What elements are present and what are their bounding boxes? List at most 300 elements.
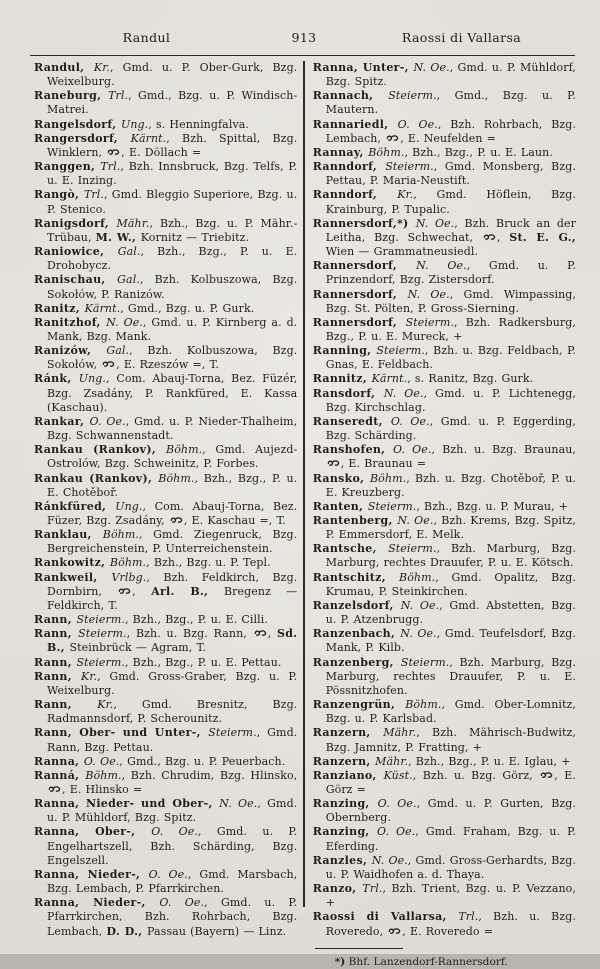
gazetteer-entry	[313, 372, 576, 386]
entry-region-abbrev: N. Oe.	[407, 287, 450, 301]
gazetteer-entry	[313, 472, 576, 500]
entry-headword: Ranggen,	[34, 160, 101, 174]
entry-headword: Ránkfüred,	[34, 499, 116, 513]
entry-region-abbrev: Mähr.	[375, 754, 409, 768]
footnote-text	[313, 956, 576, 969]
entry-region-abbrev: N. Oe.	[413, 61, 450, 74]
gazetteer-entry	[313, 500, 576, 514]
entry-region-abbrev: N. Oe.	[219, 797, 258, 811]
entry-headword: Rann,	[34, 698, 98, 712]
entry-text: , Gmd. Wimpassing, Bzg. St. Pölten, P. Gross-Sierning.	[325, 287, 577, 315]
entry-region-abbrev: Vrlbg.	[111, 570, 147, 584]
gazetteer-entry	[34, 825, 297, 867]
gazetteer-entry	[34, 797, 297, 825]
gazetteer-entry	[313, 542, 576, 570]
entry-text: , Bzh., Bzg., P. u. E. Drohobycz.	[47, 245, 298, 273]
entry-region-abbrev: Steierm.	[388, 542, 437, 556]
entry-text: , Bzh. Kolbuszowa, Bzg. Sokołów,	[47, 344, 298, 372]
gazetteer-entry	[34, 698, 297, 726]
entry-headword: Raossi di Vallarsa,	[312, 910, 459, 924]
entry-text: , s. Ranitz, Bzg. Gurk.	[407, 372, 534, 386]
entry-region-abbrev: O. Oe.	[377, 825, 416, 839]
entry-text: , Bzh., Bzg., P. u. E. Pettau.	[124, 655, 282, 669]
entry-region-abbrev: Böhm.	[158, 471, 195, 485]
entry-text: , Bzh. u. Bzg. Görz,	[412, 768, 540, 782]
gazetteer-entry	[34, 372, 297, 414]
entry-region-abbrev: Steierm.	[405, 315, 455, 329]
entry-region-abbrev: Mähr.	[116, 216, 150, 230]
entry-headword: D. D.,	[106, 924, 148, 938]
entry-headword: Ranzelsdorf,	[312, 598, 401, 612]
entry-headword: Rann,	[34, 627, 79, 641]
entry-headword: Ranning,	[312, 344, 377, 358]
entry-region-abbrev: N. Oe.	[106, 315, 143, 329]
entry-text: , Bzh. Rohrbach, Bzg. Lembach,	[325, 117, 577, 145]
entry-headword: Ranzenbach,	[312, 627, 401, 641]
entry-region-abbrev: Trl.	[83, 188, 104, 202]
entry-text: , Gmd. Gross-Graber, Bzg. u. P. Weixelburg.	[47, 669, 298, 697]
entry-region-abbrev: Böhm.	[102, 528, 139, 542]
entry-text: , Bzh., Bzg. u. P. Mähr.-Trübau,	[47, 216, 298, 244]
entry-text: , Gmd., Bzg. u. P. Mautern.	[325, 89, 577, 117]
entry-headword: Rann,	[34, 655, 77, 669]
entry-text: Wien — Grammatneusiedl.	[325, 245, 479, 259]
gazetteer-entry	[34, 132, 297, 160]
entry-headword: Ranna, Ober-,	[34, 825, 152, 839]
entry-headword: Rannersdorf,	[312, 259, 417, 273]
entry-region-abbrev: Mähr.	[383, 726, 417, 740]
entry-region-abbrev: O. Oe.	[148, 867, 188, 881]
gazetteer-entry	[34, 443, 297, 471]
entry-region-abbrev: O. Oe.	[83, 754, 120, 768]
entry-text: , Gmd. Bresnitz, Bzg. Radmannsdorf, P. Scherounitz.	[47, 698, 298, 726]
entry-headword: Rankau (Rankov),	[34, 471, 159, 485]
entry-text: , Bzh. Spittal, Bzg. Winklern,	[47, 131, 298, 159]
post-horn-icon	[118, 587, 131, 595]
gazetteer-entry	[313, 259, 576, 287]
entry-text: , Gmd. Monsberg, Bzg. Pettau, P. Maria-Neustift.	[325, 160, 576, 188]
gazetteer-entry	[34, 273, 297, 301]
entry-region-abbrev: Böhm.	[85, 768, 122, 782]
gazetteer-entry	[313, 825, 576, 853]
entry-text: , Gmd. u. P. Nieder-Thalheim, Bzg. Schwannenstadt.	[47, 414, 298, 443]
entry-headword: Ranten,	[312, 499, 368, 513]
post-horn-icon	[170, 516, 183, 524]
gazetteer-entry	[34, 245, 297, 273]
entry-text: , Gmd. Teufelsdorf, Bzg. Mank, P. Kilb.	[325, 627, 577, 655]
entry-region-abbrev: Böhm.	[166, 443, 203, 457]
entry-region-abbrev: Steierm.	[388, 89, 437, 103]
gazetteer-entry	[34, 627, 297, 655]
entry-text: , E. Kaschau =, T.	[183, 514, 286, 527]
entry-region-abbrev: Steierm.	[376, 344, 425, 358]
entry-region-abbrev: O. Oe.	[390, 414, 430, 428]
entry-headword: Ranna, Nieder-,	[34, 896, 160, 910]
gazetteer-entry	[34, 344, 297, 372]
post-horn-icon	[388, 927, 401, 935]
gazetteer-entry	[313, 443, 576, 471]
entry-region-abbrev: Trl.	[108, 89, 129, 103]
entry-headword: Raniowice,	[34, 245, 118, 259]
entry-headword: Ranischau,	[34, 273, 118, 287]
gazetteer-entry	[313, 146, 576, 160]
entry-text: , Gmd. Rann, Bzg. Pettau.	[47, 726, 298, 754]
entry-headword: Rannariedl,	[312, 117, 398, 131]
entry-headword: Ranndorf,	[312, 160, 386, 174]
post-horn-icon	[107, 148, 120, 156]
entry-headword: Rannersdorf,*)	[312, 216, 416, 230]
entry-text: , Gmd. Bleggio Superiore, Bzg. u. P. Stenico.	[47, 188, 298, 216]
entry-headword: Rannersdorf,	[312, 315, 406, 329]
entry-region-abbrev: Steierm.	[78, 627, 127, 641]
entry-headword: Ranzengrün,	[312, 698, 406, 712]
gazetteer-entry	[313, 755, 576, 769]
entry-text: , Gmd. Ziegenruck, Bzg. Bergreichenstein, P. Unterreichenstein.	[47, 528, 298, 556]
entry-region-abbrev: N. Oe.	[371, 853, 408, 867]
entry-region-abbrev: N. Oe.	[400, 627, 437, 641]
entry-text: , Gmd. Fraham, Bzg. u. P. Eferding.	[325, 825, 577, 853]
entry-text: , Bzh. u. Bzg. Braunau,	[431, 443, 577, 457]
left-column	[34, 61, 303, 946]
gazetteer-entry	[313, 188, 576, 216]
entry-text: , Bzh. Krems, Bzg. Spitz, P. Emmersdorf, E. Melk.	[325, 514, 577, 542]
footnote-rule	[315, 948, 403, 949]
entry-region-abbrev: Trl.	[458, 910, 479, 924]
entry-region-abbrev: Kärnt.	[84, 301, 121, 315]
gazetteer-entry	[313, 726, 576, 754]
entry-text: , Bzh., Bzg., P. u. E. Chotěboř.	[47, 471, 298, 499]
gazetteer-entry	[34, 61, 297, 89]
entry-headword: Ranklau,	[34, 528, 103, 542]
entry-text: , Bzh. u. Bzg. Chotěboř, P. u. E. Kreuzberg.	[325, 471, 577, 499]
entry-headword: Ranziano,	[312, 768, 384, 782]
gazetteer-entry	[34, 670, 297, 698]
entry-text: , E. Rzeszów =, T.	[116, 358, 219, 372]
gazetteer-entry	[34, 656, 297, 670]
gazetteer-entry	[313, 797, 576, 825]
entry-text: , Bzh. Kolbuszowa, Bzg. Sokołów, P. Ranizów.	[47, 273, 298, 301]
entry-headword: Rantschitz,	[312, 570, 400, 584]
footnote-block	[313, 948, 576, 969]
entry-region-abbrev: Kärnt.	[130, 131, 167, 145]
entry-text: , E. Döllach =	[121, 145, 202, 159]
gazetteer-entry	[313, 89, 576, 117]
entry-headword: Rannitz,	[312, 372, 372, 386]
entry-headword: Ranzing,	[312, 797, 378, 811]
gazetteer-entry	[313, 882, 576, 910]
entry-headword: Rannach,	[312, 89, 389, 103]
post-horn-icon	[386, 134, 399, 142]
entry-headword: Ranshofen,	[312, 443, 393, 457]
entry-headword: Ranzern,	[312, 754, 376, 768]
gazetteer-entry	[34, 316, 297, 344]
gazetteer-entry	[313, 910, 576, 938]
running-head-right-title: Raossi di Vallarsa	[401, 30, 522, 45]
entry-region-abbrev: Gal.	[106, 344, 130, 358]
entry-text: , Gmd. Höflein, Bzg. Krainburg, P. Tupalic.	[325, 188, 577, 216]
running-head	[34, 30, 574, 45]
entry-headword: Rannay,	[312, 145, 369, 159]
entry-text: , Bzh., Bzg. u. P. Tepl.	[146, 556, 271, 570]
entry-region-abbrev: Steierm.	[400, 655, 450, 669]
gazetteer-entry	[313, 415, 576, 443]
footnote-body: Bhf. Lanzendorf-Rannersdorf.	[345, 955, 508, 968]
entry-text: , Bzh. Bruck an der Leitha, Bzg. Schwechat,	[325, 216, 577, 244]
entry-headword: St. E. G.,	[509, 230, 577, 244]
entry-text: , Bzh. Radkersburg, Bzg., P. u. E. Mureck, +	[325, 315, 576, 343]
entry-region-abbrev: Steierm.	[208, 726, 257, 740]
entry-headword: Ranzern,	[312, 726, 384, 740]
entry-region-abbrev: N. Oe.	[415, 216, 455, 230]
entry-region-abbrev: Böhm.	[109, 556, 147, 570]
entry-text: , Gmd. Ober-Lomnitz, Bzg. u. P. Karlsbad.	[325, 698, 577, 726]
entry-text: , E. Neufelden =	[400, 131, 496, 145]
gazetteer-entry	[34, 217, 297, 245]
post-horn-icon	[48, 785, 61, 793]
entry-text: , Bzh. Feldkirch, Bzg. Dornbirn,	[47, 570, 298, 598]
entry-headword: Ranná,	[34, 768, 86, 782]
entry-text: , Bzh. Marburg, Bzg. Marburg, rechtes Drauufer, P. u. E. Pössnitzhofen.	[325, 655, 577, 697]
gazetteer-entry	[313, 656, 576, 698]
entry-headword: Ranna, Unter-,	[312, 61, 414, 74]
entry-text: ,	[132, 584, 152, 598]
entry-headword: Ranzenberg,	[312, 655, 401, 669]
gazetteer-entry	[34, 556, 297, 570]
gazetteer-entry	[313, 514, 576, 542]
entry-headword: Rann,	[34, 669, 82, 683]
entry-region-abbrev: O. Oe.	[159, 896, 205, 910]
gazetteer-entry	[313, 769, 576, 797]
post-horn-icon	[540, 771, 553, 779]
entry-headword: Raneburg,	[34, 89, 109, 103]
entry-text: , E. Hlinsko =	[62, 782, 143, 796]
entry-headword: Arl. B.,	[151, 584, 224, 598]
gazetteer-entry	[313, 387, 576, 415]
entry-region-abbrev: N. Oe.	[416, 259, 467, 273]
entry-headword: Ranna,	[34, 754, 84, 768]
entry-headword: Ranitz,	[34, 301, 85, 315]
entry-region-abbrev: Steierm.	[385, 160, 434, 174]
gazetteer-entry	[34, 896, 297, 938]
entry-text: Kornitz — Triebitz.	[140, 230, 250, 244]
entry-text: , Bzh. Marburg, Bzg. Marburg, rechtes Drauufer, P. u. E. Kötsch.	[325, 542, 577, 570]
entry-text: , E. Braunau =	[340, 457, 427, 471]
entry-headword: Rankar,	[34, 414, 90, 428]
post-horn-icon	[327, 459, 340, 467]
gazetteer-entry	[313, 627, 576, 655]
entry-text: , Bzh., Bzg., P. u. E. Cilli.	[124, 613, 268, 627]
entry-region-abbrev: N. Oe.	[383, 386, 424, 400]
entry-headword: Rangersdorf,	[34, 131, 131, 145]
gazetteer-entry	[34, 302, 297, 316]
gazetteer-entry	[313, 698, 576, 726]
entry-headword: Ranseredt,	[312, 414, 391, 428]
entry-headword: Ransko,	[312, 471, 370, 485]
gazetteer-entry	[34, 726, 297, 754]
entry-text: , Bzh. u. Bzg. Rann,	[126, 627, 253, 641]
header-rule	[30, 55, 575, 56]
entry-headword: Rangò,	[34, 188, 84, 202]
entry-text: , Bzh. u. Bzg. Feldbach, P. Gnas, E. Feldbach.	[325, 344, 577, 372]
entry-region-abbrev: O. Oe.	[89, 414, 126, 428]
entry-text: , Gmd., Bzg. u. P. Windisch-Matrei.	[47, 89, 298, 117]
entry-headword: Rannersdorf,	[312, 287, 408, 301]
entry-text: Steinbrück — Agram, T.	[69, 641, 206, 655]
post-horn-icon	[102, 360, 115, 368]
entry-region-abbrev: Böhm.	[399, 570, 436, 584]
entry-text: , E. Görz =	[325, 768, 577, 796]
entry-region-abbrev: Kr.	[97, 698, 114, 712]
entry-region-abbrev: Ung.	[115, 499, 143, 513]
entry-text: , Gmd., Bzg. u. P. Peuerbach.	[119, 754, 286, 768]
entry-text: , Bzh., Bzg., P. u. E. Laun.	[404, 145, 553, 159]
entry-region-abbrev: Böhm.	[368, 145, 405, 159]
entry-headword: Ranzo,	[312, 882, 363, 896]
entry-region-abbrev: Böhm.	[370, 471, 407, 485]
entry-headword: Rantsche,	[312, 542, 389, 556]
entry-region-abbrev: Böhm.	[405, 698, 442, 712]
entry-headword: Ranigsdorf,	[34, 216, 117, 230]
running-head-left-title: Randul	[122, 30, 171, 45]
page-number: 913	[291, 30, 317, 45]
post-horn-icon	[254, 629, 267, 637]
gazetteer-entry	[34, 500, 297, 528]
gazetteer-entry	[34, 868, 297, 896]
entry-text: , Bzh., Bzg. u. P. Murau, +	[416, 499, 569, 513]
gazetteer-entry	[313, 118, 576, 146]
entry-text: , Gmd., Bzg. u. P. Gurk.	[120, 301, 255, 315]
gazetteer-entry	[313, 316, 576, 344]
entry-headword: Ransdorf,	[312, 386, 384, 400]
entry-region-abbrev: Ung.	[120, 117, 149, 131]
entry-text: , Gmd. u. P. Kirnberg a. d. Mank, Bzg. Mank.	[47, 315, 298, 343]
entry-region-abbrev: Gal.	[117, 245, 141, 259]
entry-text: ,	[496, 230, 510, 244]
entry-text: , Gmd. u. P. Eggerding, Bzg. Schärding.	[325, 414, 576, 443]
entry-text: Bregenz — Feldkirch, T.	[47, 584, 298, 612]
entry-region-abbrev: Gal.	[117, 273, 140, 287]
entry-headword: Ranna, Nieder-,	[34, 867, 149, 881]
entry-text: Passau (Bayern) — Linz.	[147, 924, 287, 938]
entry-text: , s. Henningfalva.	[148, 117, 250, 131]
entry-text: , Gmd. Marsbach, Bzg. Lembach, P. Pfarrkirchen.	[47, 867, 298, 896]
entry-text: , Gmd. u. P. Mühldorf, Bzg. Spitz.	[47, 797, 298, 825]
entry-text: , Com. Abauj-Torna, Bez. Füzer, Bzg. Zsadány,	[47, 499, 298, 527]
entry-region-abbrev: Küst.	[383, 768, 413, 782]
entry-region-abbrev: N. Oe.	[400, 598, 440, 612]
entry-headword: Ranndorf,	[312, 188, 398, 202]
entry-text: , Gmd. Abstetten, Bzg. u. P. Atzenbrugg.	[325, 598, 577, 627]
entry-text: , Gmd. u. P. Mühldorf, Bzg. Spitz.	[325, 61, 577, 89]
gazetteer-entry	[34, 571, 297, 613]
footnote-marker: *)	[334, 955, 346, 968]
entry-region-abbrev: Kr.	[397, 188, 414, 202]
post-horn-icon	[483, 233, 496, 241]
entry-text: , Gmd. u. P. Prinzendorf, Bzg. Zistersdorf.	[325, 259, 576, 287]
entry-text: , Bzh. Innsbruck, Bzg. Telfs, P. u. E. Inzing.	[47, 160, 298, 188]
entry-region-abbrev: O. Oe.	[397, 117, 438, 131]
entry-text: , E. Roveredo =	[402, 924, 494, 938]
gazetteer-entry	[34, 769, 297, 797]
entry-headword: Rankowitz,	[34, 556, 110, 570]
right-column	[305, 61, 577, 968]
gazetteer-entry	[34, 415, 297, 443]
gazetteer-entry	[34, 472, 297, 500]
entry-headword: Rankweil,	[34, 570, 112, 584]
entry-text: , Gmd. u. P. Lichtenegg, Bzg. Kirchschlag.	[325, 386, 577, 414]
entry-text: , Gmd. u. P. Engelhartszell, Bzh. Schärding, Bzg. Engelszell.	[47, 825, 298, 867]
gazetteer-entry	[313, 217, 576, 259]
entry-region-abbrev: Trl.	[100, 160, 121, 174]
entry-text: , Gmd. Gross-Gerhardts, Bzg. u. P. Waidhofen a. d. Thaya.	[325, 853, 577, 881]
gazetteer-entry	[34, 118, 297, 132]
entry-headword: M. W.,	[95, 230, 141, 244]
entry-region-abbrev: Ung.	[78, 372, 107, 386]
gazetteer-entry	[34, 160, 297, 188]
entry-text: , Gmd. Aujezd-Ostrolów, Bzg. Schweinitz, P. Forbes.	[47, 443, 298, 471]
gazetteer-entry	[313, 599, 576, 627]
two-column-text-block	[34, 61, 577, 968]
entry-text: ,	[267, 627, 277, 641]
entry-region-abbrev: O. Oe.	[392, 443, 432, 457]
entry-region-abbrev: Steierm.	[76, 613, 125, 627]
entry-region-abbrev: Steierm.	[76, 655, 125, 669]
entry-headword: Ranzing,	[312, 825, 378, 839]
entry-region-abbrev: Kr.	[93, 61, 110, 74]
entry-region-abbrev: Trl.	[362, 882, 383, 896]
entry-headword: Randul,	[34, 61, 94, 74]
gazetteer-entry	[313, 854, 576, 882]
entry-text: , Bzh. Trient, Bzg. u. P. Vezzano, +	[325, 882, 576, 910]
entry-text: , Com. Abauj-Torna, Bez. Füzér, Bzg. Zsadány, P. Rankfüred, E. Kassa (Kaschau).	[47, 372, 298, 414]
entry-text: , Gmd. Opalitz, Bzg. Krumau, P. Steinkirchen.	[325, 570, 576, 598]
gazetteer-entry	[313, 160, 576, 188]
entry-text: , Bzh., Bzg., P. u. E. Iglau, +	[408, 754, 571, 768]
entry-region-abbrev: O. Oe.	[377, 797, 417, 811]
entry-headword: Rankau (Rankov),	[34, 443, 167, 457]
entry-region-abbrev: Steierm.	[367, 499, 417, 513]
gazetteer-entry	[313, 61, 576, 89]
entry-text: , Gmd. u. P. Gurten, Bzg. Obernberg.	[325, 797, 577, 825]
entry-text: , Bzh. u. Bzg. Roveredo,	[325, 910, 577, 938]
entry-region-abbrev: Kr.	[81, 669, 98, 683]
entry-region-abbrev: Kärnt.	[371, 372, 408, 386]
gazetteer-entry	[34, 613, 297, 627]
gazetteer-entry	[313, 571, 576, 599]
entry-text: , Gmd. u. P. Ober-Gurk, Bzg. Weixelburg.	[47, 61, 298, 89]
gazetteer-entry	[34, 188, 297, 216]
gazetteer-entry	[34, 755, 297, 769]
entry-headword: Rangelsdorf,	[34, 117, 121, 131]
entry-text: , Gmd. u. P. Pfarrkirchen, Bzh. Rohrbach, Bzg. Lembach,	[47, 896, 298, 938]
gazetteer-entry	[34, 528, 297, 556]
entry-headword: Ranna, Nieder- und Ober-,	[34, 797, 220, 811]
entry-headword: Rantenberg,	[312, 514, 398, 527]
gazetteer-entry	[313, 344, 576, 372]
entry-headword: Rann,	[34, 613, 77, 627]
entry-headword: Rann, Ober- und Unter-,	[34, 726, 209, 740]
entry-text: , Bzh. Chrudim, Bzg. Hlinsko,	[121, 768, 298, 782]
entry-region-abbrev: N. Oe.	[397, 514, 434, 527]
gazetteer-entry	[34, 89, 297, 117]
gazetteer-entry	[313, 288, 576, 316]
entry-headword: Sd. B.,	[47, 627, 298, 655]
entry-text: , Bzh. Mährisch-Budwitz, Bzg. Jamnitz, P. Fratting, +	[325, 726, 577, 754]
entry-headword: Ranitzhof,	[34, 315, 107, 329]
entry-headword: Ránk,	[34, 372, 79, 386]
entry-region-abbrev: O. Oe.	[151, 825, 198, 839]
entry-headword: Ranizów,	[34, 344, 107, 358]
